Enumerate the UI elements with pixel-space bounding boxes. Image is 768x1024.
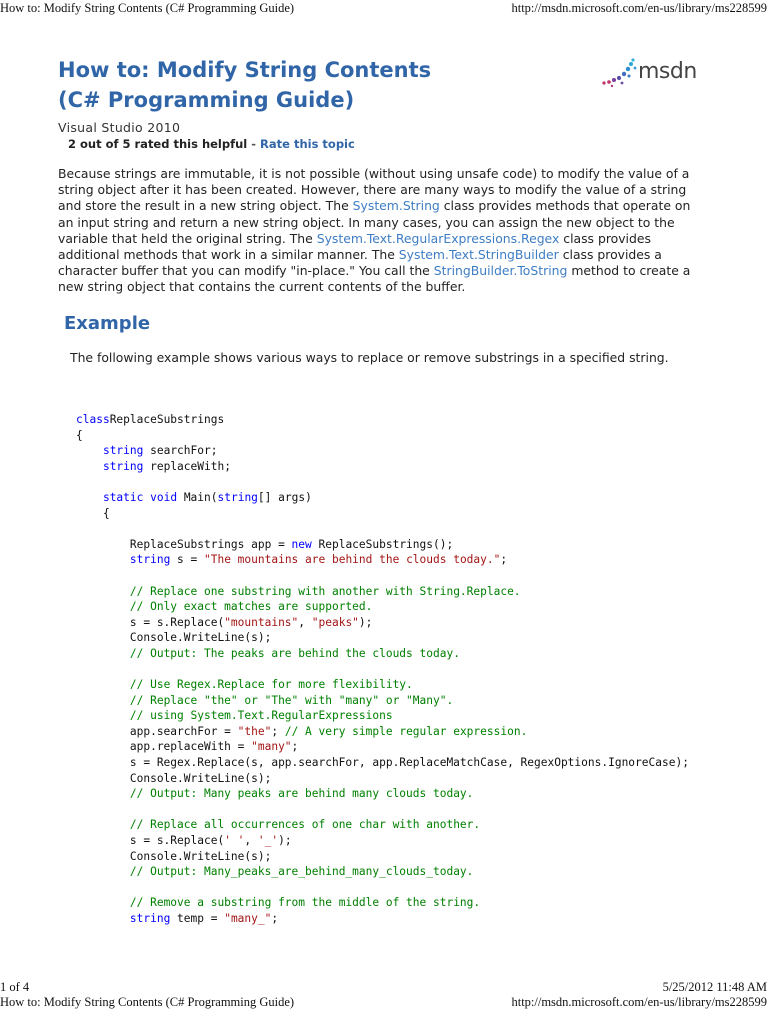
code-text: Console.WriteLine(s); [76, 771, 272, 785]
code-line [76, 755, 736, 771]
code-keyword: static [102, 490, 144, 504]
code-text: searchFor; [143, 444, 218, 458]
code-text: s = Regex.Replace(s, app.searchFor, app.ReplaceMatchCase, RegexOptions.IgnoreCase); [76, 756, 689, 770]
intro-paragraph [58, 166, 708, 296]
section-description: The following example shows various ways to replace or remove substrings in a specified string. [70, 349, 669, 365]
code-text [76, 709, 130, 722]
code-line [76, 630, 736, 646]
code-line [76, 771, 736, 787]
code-text: replaceWith; [143, 459, 231, 473]
code-keyword: string [102, 444, 144, 458]
code-text: app.searchFor = [76, 724, 238, 738]
code-text [76, 818, 130, 831]
article [58, 55, 718, 365]
code-line [76, 552, 736, 568]
intro-text: Because strings are immutable, it is not possible (without using unsafe code) to modify the value of a string object after it has been created. However, there are many ways to modify the value of a string and store the result in a new string object. The [58, 166, 690, 214]
code-comment: // Replace one substring with another with String.Replace. [129, 584, 521, 598]
code-text: ReplaceSubstrings(); [311, 537, 454, 551]
code-text: s = [170, 553, 204, 567]
code-text [76, 865, 130, 878]
code-text: [] args) [257, 490, 312, 504]
api-reference-link[interactable]: StringBuilder.ToString [433, 263, 568, 279]
code-line [76, 693, 736, 709]
code-line [76, 521, 736, 537]
code-string: "mountains" [224, 615, 299, 629]
code-line [76, 443, 736, 459]
code-line [76, 506, 736, 522]
section-heading-example: Example [64, 312, 151, 334]
code-line [76, 490, 736, 506]
code-string: "the" [237, 724, 272, 738]
code-text: s = s.Replace( [76, 615, 225, 629]
code-text: Main( [177, 490, 218, 504]
code-text: ; [271, 912, 279, 925]
code-text [76, 553, 130, 566]
code-text: , [244, 834, 258, 848]
code-string: "peaks" [311, 615, 359, 629]
intro-text: method to create a new string object that contains the current contents of the buffer. [58, 263, 691, 295]
code-text [76, 912, 130, 925]
code-text: ; [291, 740, 299, 754]
print-header-title: How to: Modify String Contents (C# Programming Guide) [0, 1, 295, 15]
code-line [76, 911, 736, 927]
code-comment: // Use Regex.Replace for more flexibility. [129, 678, 413, 692]
code-keyword: string [102, 459, 144, 473]
code-line [76, 537, 736, 553]
code-line [76, 584, 736, 600]
intro-text: class provides methods that operate on an input string and return a new string object. In many cases, you can assign the new object to the variable that held the original string. The [58, 198, 691, 246]
code-text: Console.WriteLine(s); [76, 849, 272, 863]
print-footer-top [0, 980, 768, 996]
code-comment: // Output: Many_peaks_are_behind_many_clouds_today. [129, 865, 474, 879]
code-line [76, 802, 736, 818]
code-text [76, 585, 130, 598]
code-text [76, 647, 130, 660]
page-number: 1 of 4 [0, 980, 30, 994]
code-line [76, 739, 736, 755]
print-footer-url: http://msdn.microsoft.com/en-us/library/ms228599 [511, 995, 767, 1009]
code-string: '_' [257, 834, 279, 848]
code-text [76, 491, 103, 504]
code-line [76, 833, 736, 849]
api-reference-link[interactable]: System.Text.StringBuilder [398, 247, 559, 263]
code-comment: // Replace all occurrences of one char with another. [129, 818, 481, 832]
rate-topic-link[interactable]: Rate this topic [260, 137, 355, 151]
code-text [76, 896, 130, 909]
code-line [76, 662, 736, 678]
code-line [76, 646, 736, 662]
code-comment: // Remove a substring from the middle of the string. [129, 896, 481, 910]
code-text: ReplaceSubstrings app = [76, 537, 292, 551]
print-header [0, 1, 768, 17]
code-line [76, 880, 736, 896]
code-line [76, 817, 736, 833]
code-block [76, 412, 736, 927]
print-header-url: http://msdn.microsoft.com/en-us/library/ms228599 [511, 1, 767, 15]
code-line [76, 428, 736, 444]
code-text: , [298, 615, 312, 629]
code-line [76, 708, 736, 724]
code-text [76, 787, 130, 800]
intro-text: class provides additional methods that work in a similar manner. The [58, 230, 651, 263]
code-line [76, 474, 736, 490]
api-reference-link[interactable]: System.Text.RegularExpressions.Regex [316, 230, 560, 246]
code-line [76, 568, 736, 584]
rating-bar [68, 137, 718, 151]
code-comment: // Output: The peaks are behind the clouds today. [129, 646, 460, 660]
code-line [76, 677, 736, 693]
code-text [76, 460, 103, 473]
code-text: app.replaceWith = [76, 740, 252, 754]
code-text [76, 600, 130, 613]
code-text: ); [278, 834, 292, 848]
code-string: "The mountains are behind the clouds today." [204, 553, 501, 567]
print-footer-title: How to: Modify String Contents (C# Programming Guide) [0, 995, 295, 1009]
code-line [76, 849, 736, 865]
code-line [76, 864, 736, 880]
code-string: "many_" [224, 912, 272, 925]
code-comment: // Output: Many peaks are behind many clouds today. [129, 787, 474, 801]
code-text [76, 678, 130, 691]
code-keyword: new [291, 537, 312, 551]
code-comment: // A very simple regular expression. [284, 724, 528, 738]
code-comment: // Only exact matches are supported. [129, 600, 373, 614]
page-title: How to: Modify String Contents (C# Programming Guide) [58, 58, 432, 112]
print-footer-bottom [0, 995, 768, 1011]
code-text: Console.WriteLine(s); [76, 631, 272, 645]
print-datetime: 5/25/2012 11:48 AM [662, 980, 767, 994]
code-keyword: string [129, 912, 171, 925]
code-text: { [76, 506, 110, 520]
api-reference-link[interactable]: System.String [352, 198, 440, 214]
code-line [76, 724, 736, 740]
code-text: temp = [170, 912, 225, 925]
code-keyword: string [129, 553, 171, 567]
code-text: { [76, 428, 83, 442]
code-line [76, 895, 736, 911]
rating-separator: - [247, 137, 261, 151]
code-keyword: class [76, 413, 110, 426]
rating-text: 2 out of 5 rated this helpful [68, 137, 248, 151]
msdn-logo-wordmark: msdn [638, 59, 697, 84]
code-text: s = s.Replace( [76, 834, 225, 848]
code-line [76, 412, 736, 428]
code-text: ); [358, 615, 373, 629]
code-string: ' ' [224, 834, 245, 848]
code-line [76, 615, 736, 631]
code-text [76, 444, 103, 457]
code-text: ; [271, 724, 285, 738]
code-comment: // using System.Text.RegularExpressions [129, 709, 393, 723]
code-line [76, 786, 736, 802]
code-keyword: string [217, 490, 258, 504]
code-text: ; [500, 553, 508, 567]
code-keyword: void [150, 490, 178, 504]
code-string: "many" [251, 740, 292, 754]
code-line [76, 599, 736, 615]
code-line [76, 459, 736, 475]
code-comment: // Replace "the" or "The" with "many" or "Many". [129, 693, 454, 707]
code-text: ReplaceSubstrings [109, 413, 225, 426]
intro-text: class provides a character buffer that you can modify "in-place." You call the [58, 247, 662, 279]
product-version: Visual Studio 2010 [58, 120, 181, 135]
code-text [76, 694, 130, 707]
